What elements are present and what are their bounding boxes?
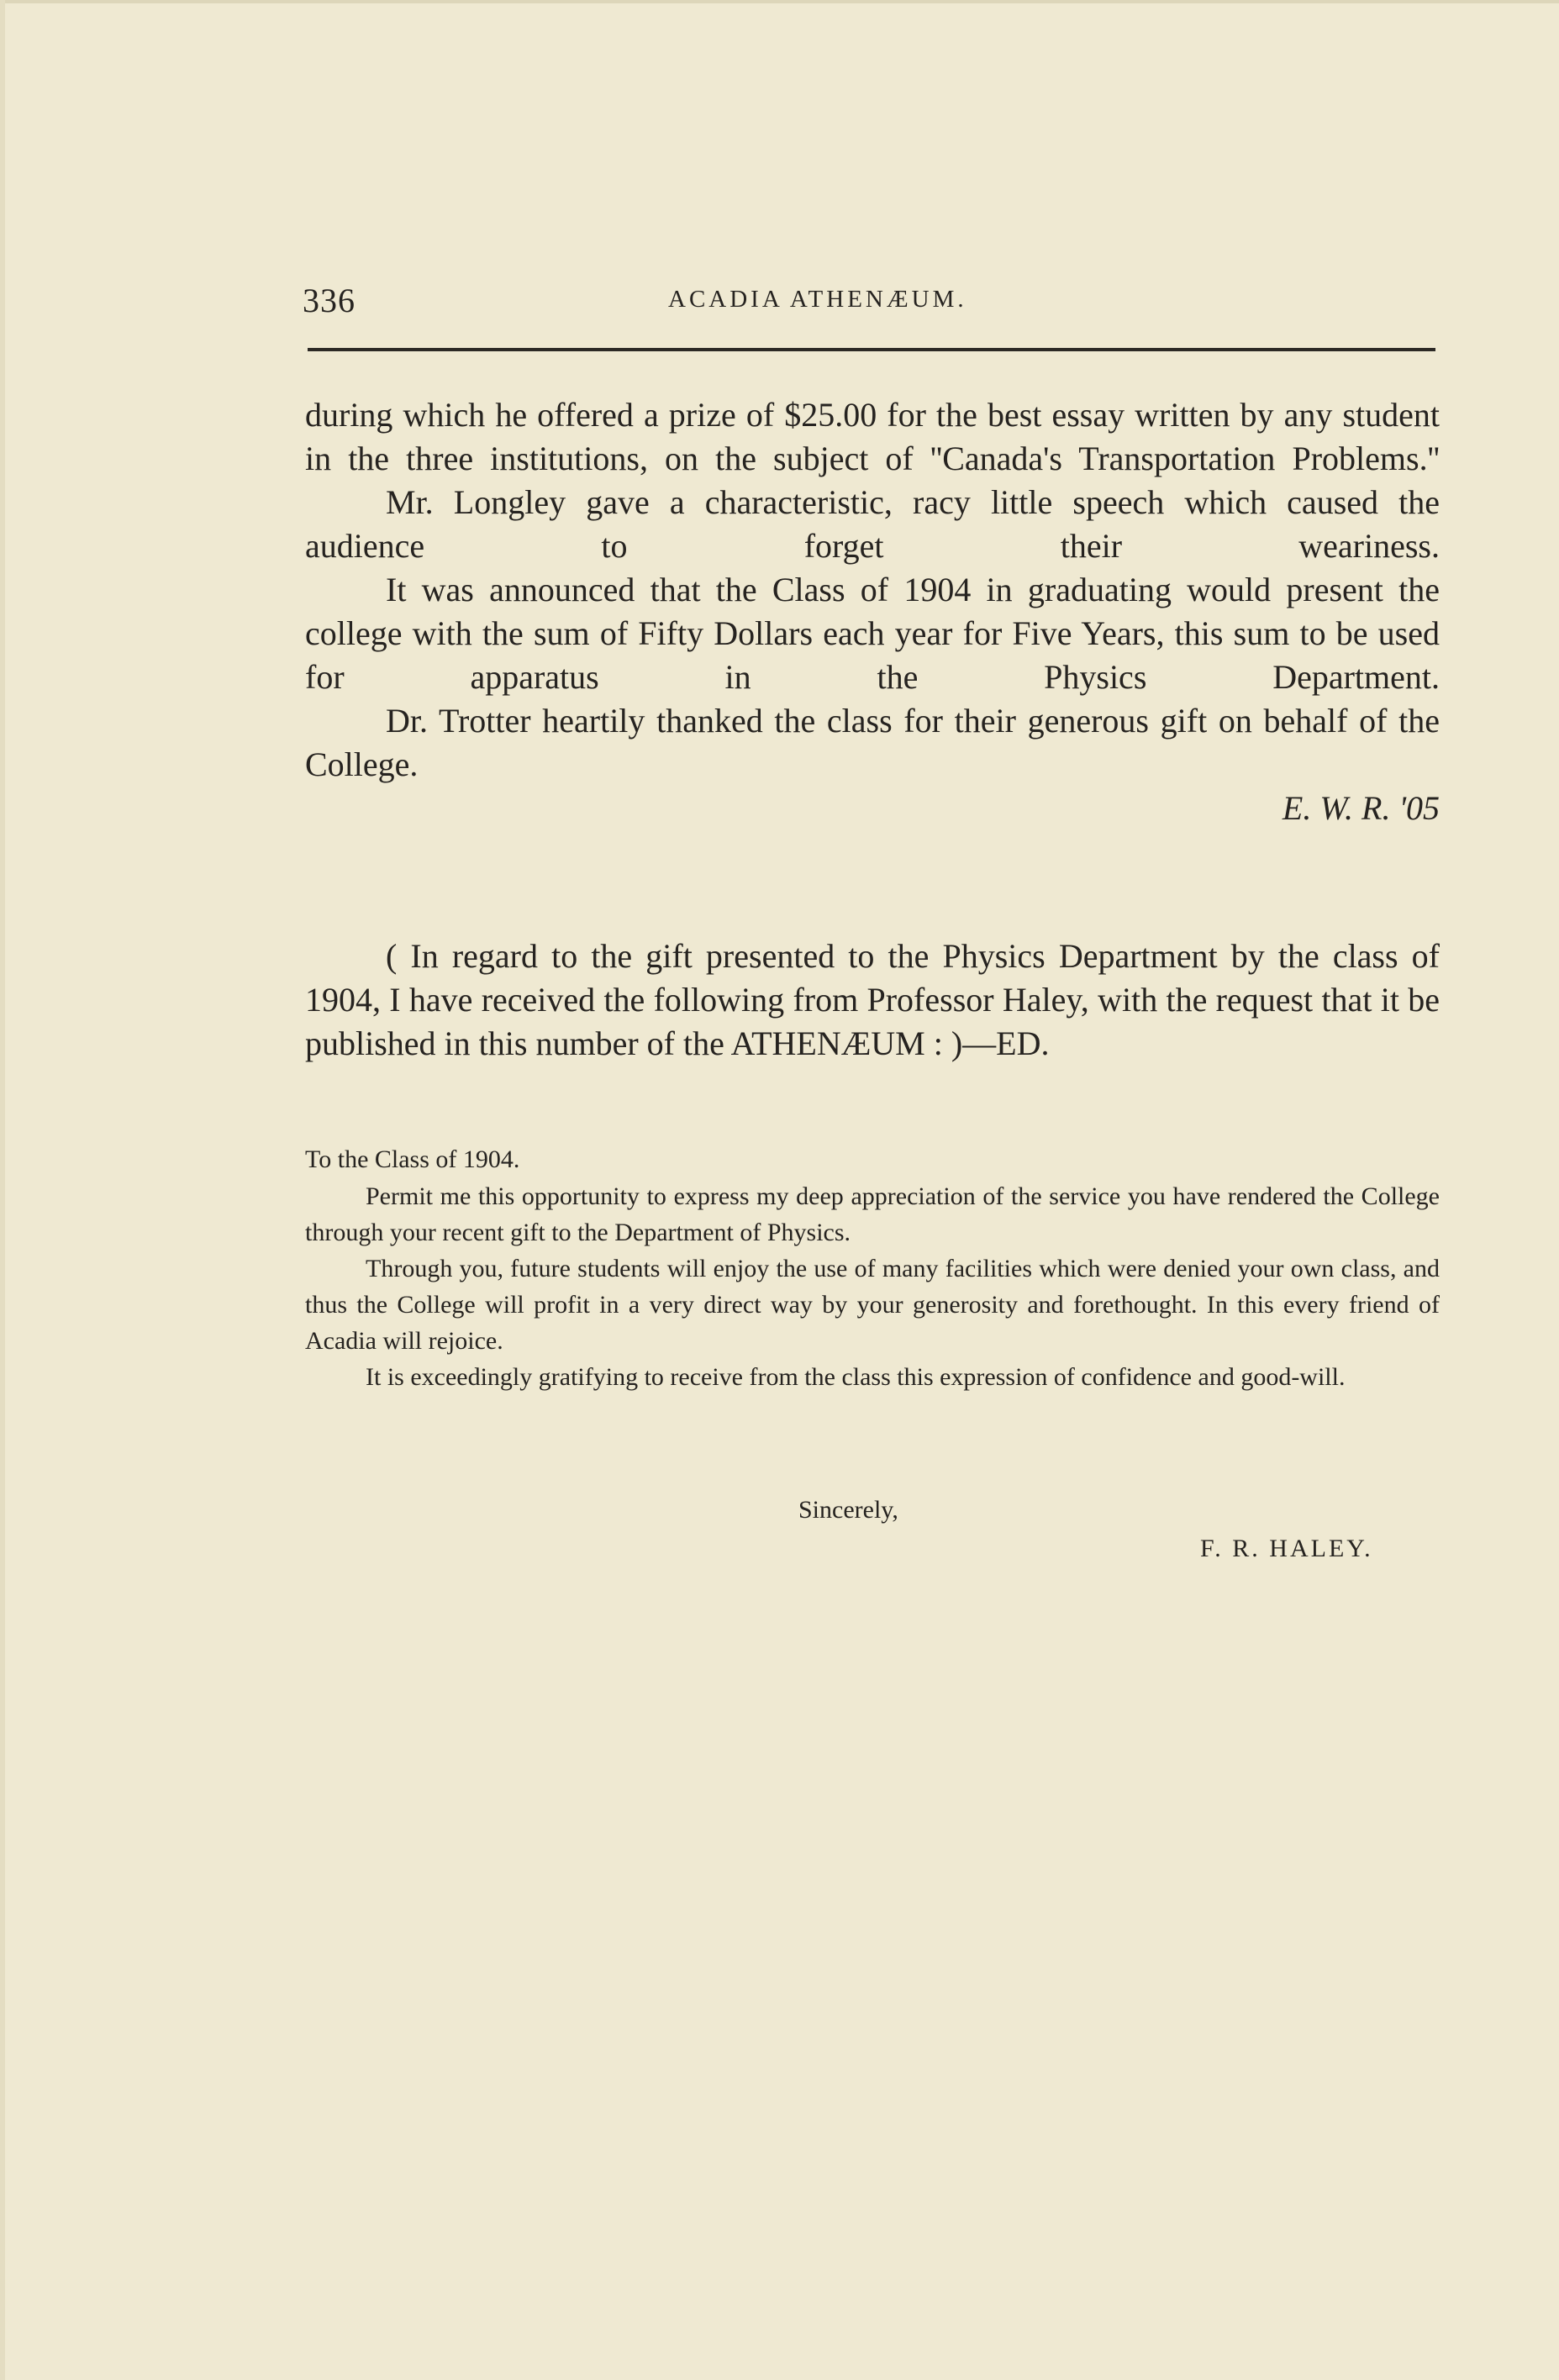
article-paragraph: It was announced that the Class of 1904 in graduating would present the college with the sum of Fifty Dollars each year for Five Years, this sum to be used for apparatus in the Physics Department.: [305, 571, 1440, 696]
article-paragraph: Mr. Longley gave a characteristic, racy little speech which caused the audience to forget their weariness.: [305, 483, 1440, 565]
letter-paragraph: It is exceedingly gratifying to receive from the class this expression of confidence and good-will.: [366, 1363, 1346, 1391]
article-paragraph: during which he offered a prize of $25.00 for the best essay written by any student in the three institutions, on the subject of ''Canada's Transportation Problems.'': [305, 396, 1440, 477]
header-rule: [308, 348, 1435, 351]
letter-paragraph: Through you, future students will enjoy the use of many facilities which were denied your own class, and thus the College will profit in a very direct way by your generosity and forethought. In this every friend of Acadia will rejoice.: [305, 1255, 1440, 1355]
editor-note: [305, 935, 1440, 1066]
letter-body: [305, 1178, 1440, 1395]
page-left-edge: [0, 0, 5, 2380]
article-body: [305, 393, 1440, 830]
running-title: ACADIA ATHENÆUM.: [668, 286, 967, 313]
letter-paragraph: Permit me this opportunity to express my deep appreciation of the service you have rendered the College through your recent gift to the Department of Physics.: [305, 1182, 1440, 1246]
page-top-edge: [0, 0, 1559, 3]
letter-salutation: To the Class of 1904.: [305, 1145, 520, 1173]
letter-signature: F. R. HALEY.: [1200, 1535, 1373, 1562]
letter-closing: Sincerely,: [798, 1496, 898, 1524]
article-signature: E. W. R. '05: [1282, 789, 1440, 827]
page-number: 336: [303, 282, 356, 319]
editor-note-text: ( In regard to the gift presented to the Physics Department by the class of 1904, I have received the following from Professor Haley, with the request that it be published in this number of the ATHENÆUM : )—ED.: [305, 937, 1440, 1062]
article-paragraph: Dr. Trotter heartily thanked the class for their generous gift on behalf of the College.: [305, 702, 1440, 783]
